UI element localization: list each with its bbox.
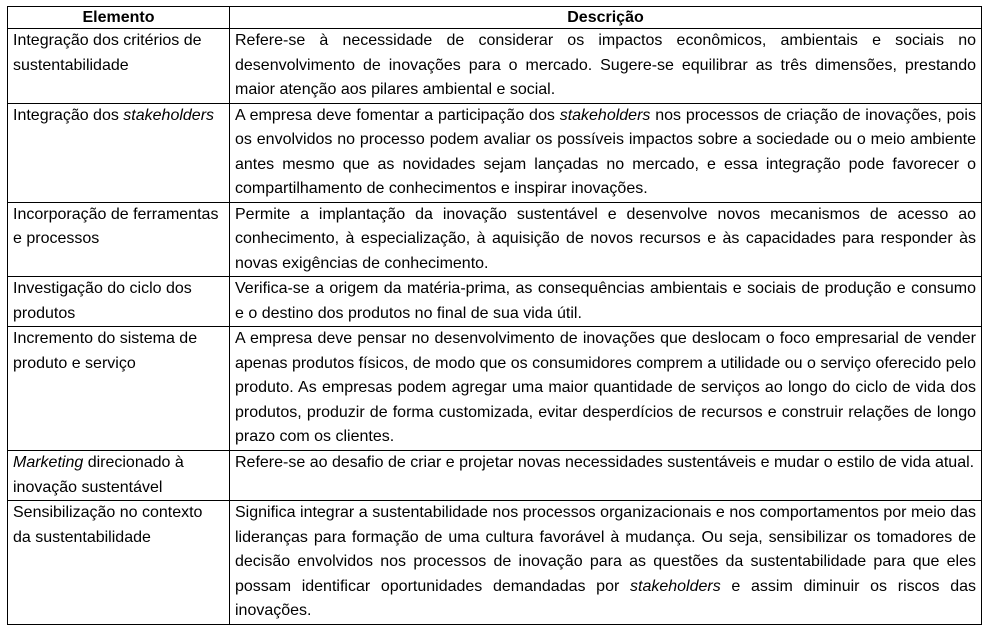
description-cell: Verifica-se a origem da matéria-prima, as consequências ambientais e sociais de produção e consumo e o destino dos produtos no final de sua vida útil. [230, 277, 982, 327]
table-row [8, 202, 982, 277]
description-cell: Refere-se ao desafio de criar e projetar novas necessidades sustentáveis e mudar o estilo de vida atual. [230, 451, 982, 501]
description-cell: A empresa deve fomentar a participação dos stakeholders nos processos de criação de inovações, pois os envolvidos no processo podem avaliar os possíveis impactos sobre a sociedade ou o meio ambiente antes mesmo que as novidades sejam lançadas no mercado, e essa integração pode favorecer o compartilhamento de conhecimentos e inspirar inovações. [230, 103, 982, 202]
sustainable-innovation-table [7, 6, 982, 625]
element-cell: Integração dos stakeholders [8, 103, 230, 202]
table-row [8, 277, 982, 327]
table-row [8, 103, 982, 202]
element-cell: Sensibilização no contexto da sustentabilidade [8, 501, 230, 625]
table-row [8, 29, 982, 104]
description-cell: Refere-se à necessidade de considerar os impactos econômicos, ambientais e sociais no desenvolvimento de inovações para o mercado. Sugere-se equilibrar as três dimensões, prestando maior atenção aos pilares ambiental e social. [230, 29, 982, 104]
element-cell: Integração dos critérios de sustentabilidade [8, 29, 230, 104]
element-cell: Incorporação de ferramentas e processos [8, 202, 230, 277]
header-row [8, 7, 982, 29]
table-row [8, 327, 982, 451]
element-cell: Marketing direcionado à inovação sustentável [8, 451, 230, 501]
table-row [8, 501, 982, 625]
header-descricao: Descrição [230, 7, 982, 29]
element-cell: Investigação do ciclo dos produtos [8, 277, 230, 327]
header-elemento: Elemento [8, 7, 230, 29]
description-cell: Permite a implantação da inovação sustentável e desenvolve novos mecanismos de acesso ao conhecimento, à especialização, à aquisição de novos recursos e às capacidades para responder às novas exigências de conhecimento. [230, 202, 982, 277]
table-row [8, 451, 982, 501]
description-cell: Significa integrar a sustentabilidade nos processos organizacionais e nos comportamentos por meio das lideranças para formação de uma cultura favorável à mudança. Ou seja, sensibilizar os tomadores de decisão envolvidos nos processos de inovação para as questões da sustentabilidade para que eles possam identificar oportunidades demandadas por stakeholders e assim diminuir os riscos das inovações. [230, 501, 982, 625]
element-cell: Incremento do sistema de produto e serviço [8, 327, 230, 451]
description-cell: A empresa deve pensar no desenvolvimento de inovações que deslocam o foco empresarial de vender apenas produtos físicos, de modo que os consumidores comprem a utilidade ou o serviço oferecido pelo produto. As empresas podem agregar uma maior quantidade de serviços ao longo do ciclo de vida dos produtos, produzir de forma customizada, evitar desperdícios de recursos e construir relações de longo prazo com os clientes. [230, 327, 982, 451]
